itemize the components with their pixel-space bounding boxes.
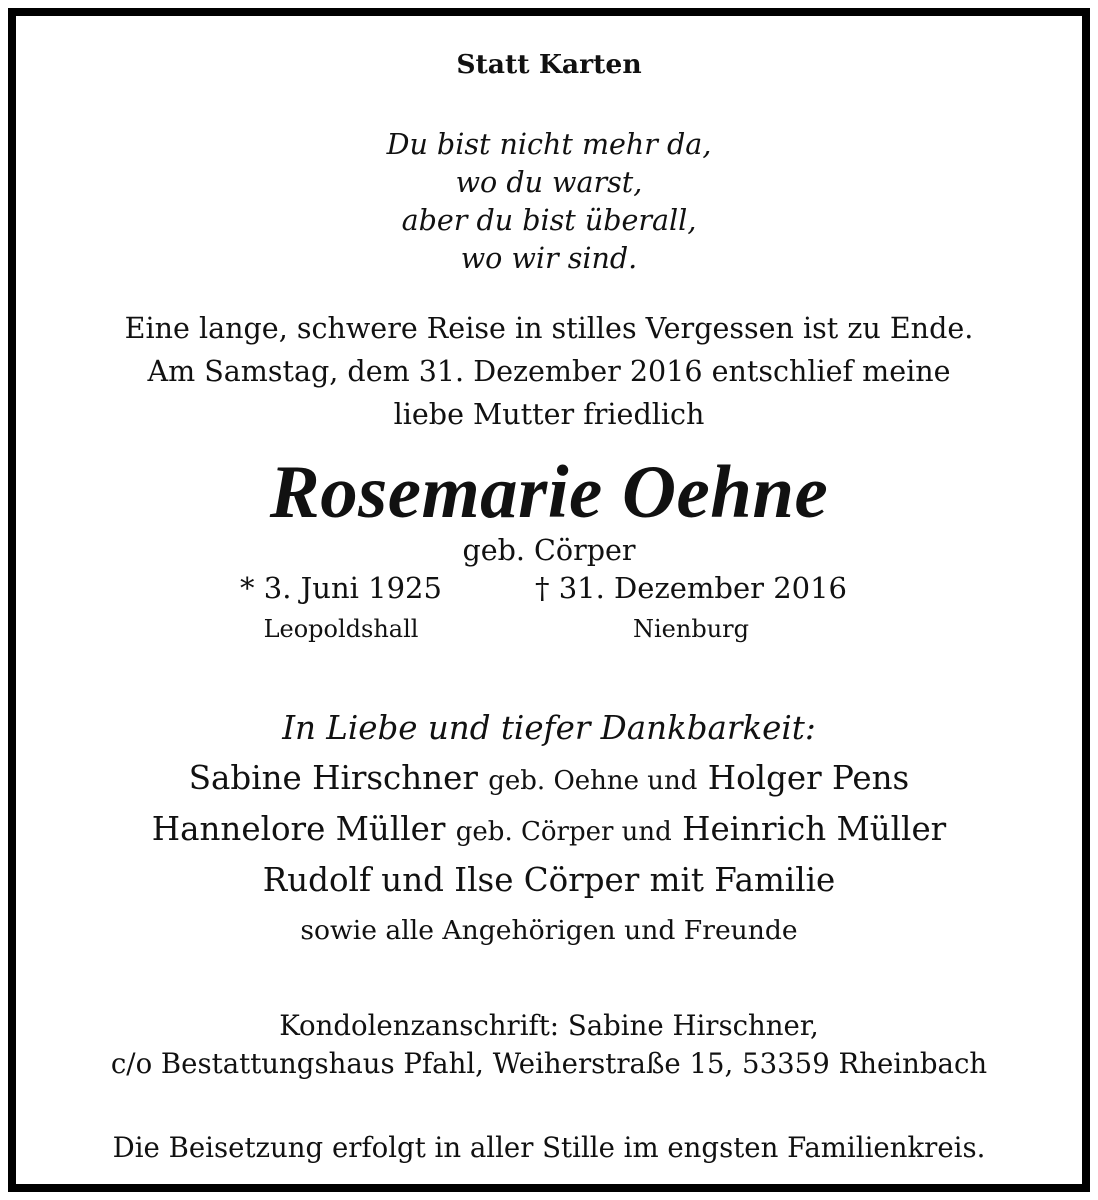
mourner-name: Heinrich Müller [682, 810, 947, 848]
other-mourners: sowie alle Angehörigen und Freunde [300, 915, 798, 946]
poem-line: wo wir sind. [460, 241, 638, 275]
mourner-note: geb. Oehne und [488, 766, 698, 796]
deceased-name: Rosemarie Oehne [269, 451, 829, 534]
death-date: † 31. Dezember 2016 [534, 571, 848, 605]
mourner-line: Rudolf und Ilse Cörper mit Familie [262, 861, 836, 899]
life-dates [16, 571, 1082, 654]
poem-line: Du bist nicht mehr da, [386, 127, 712, 161]
mourner-name: Sabine Hirschner [188, 759, 478, 797]
notice-header: Statt Karten [456, 49, 642, 80]
condolence-address-line: Kondolenzanschrift: Sabine Hirschner, [279, 1009, 819, 1042]
birth-info [216, 571, 466, 643]
poem-line: wo du warst, [455, 165, 643, 199]
birth-name: geb. Cörper [462, 533, 636, 567]
mourner-line [16, 759, 1082, 797]
poem-line: aber du bist überall, [401, 203, 697, 237]
intro-line: Am Samstag, dem 31. Dezember 2016 entschlief meine [147, 354, 951, 388]
condolence-address-line: c/o Bestattungshaus Pfahl, Weiherstraße 15, 53359 Rheinbach [110, 1047, 988, 1080]
obituary-notice [8, 8, 1090, 1192]
mourner-note: geb. Cörper und [455, 817, 672, 847]
death-place: Nienburg [633, 615, 749, 643]
intro-line: liebe Mutter friedlich [393, 397, 705, 431]
mourner-name: Holger Pens [707, 759, 910, 797]
intro-line: Eine lange, schwere Reise in stilles Vergessen ist zu Ende. [124, 311, 974, 345]
death-info [521, 571, 861, 643]
burial-note: Die Beisetzung erfolgt in aller Stille im engsten Familienkreis. [112, 1131, 986, 1164]
birth-place: Leopoldshall [263, 615, 419, 643]
birth-date: * 3. Juni 1925 [240, 571, 442, 605]
mourners-heading: In Liebe und tiefer Dankbarkeit: [282, 709, 816, 747]
mourner-line [16, 810, 1082, 848]
mourner-name: Hannelore Müller [151, 810, 446, 848]
